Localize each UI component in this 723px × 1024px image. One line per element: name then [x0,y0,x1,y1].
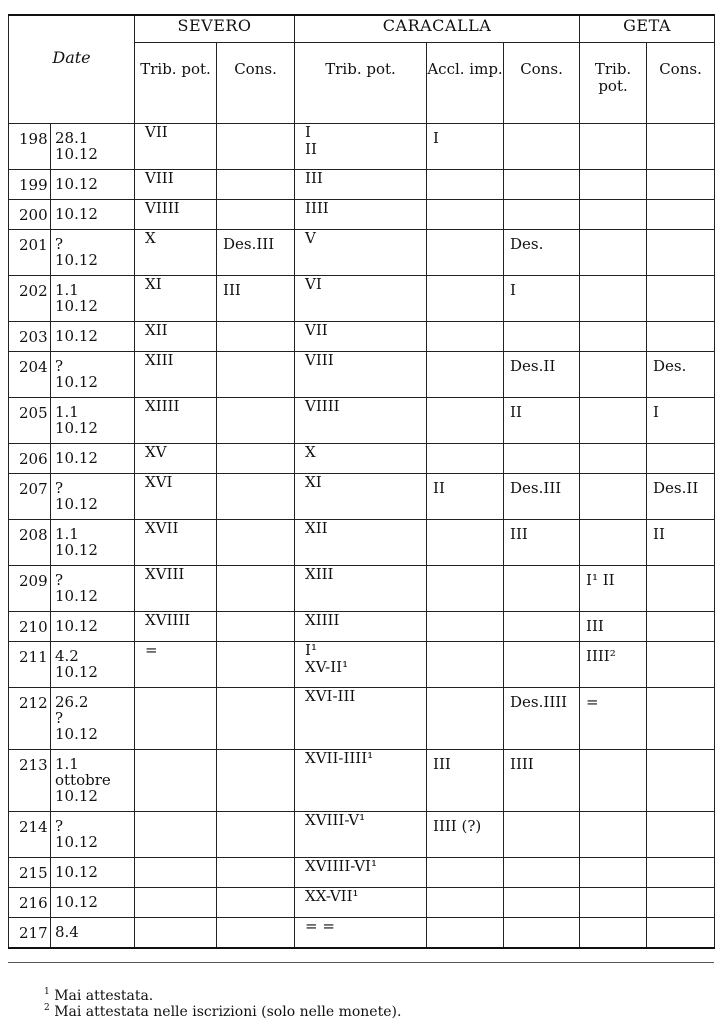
date-line: 10.12 [55,419,98,437]
date-line: 10.12 [55,145,98,163]
date-line: 10.12 [55,175,98,193]
caracalla-trib-cell [295,858,427,888]
severo-trib-cell: XVIII [135,566,217,612]
dates-cell [51,276,135,322]
date-line: ? [55,479,64,497]
year-cell: 207 [9,474,51,520]
severo-cons-cell [217,858,295,888]
date-line: ? [55,235,64,253]
table-row [9,888,715,918]
geta-cons-cell [647,124,715,170]
caracalla-accl-cell [427,918,504,948]
date-line: 1.1 [55,403,79,421]
date-line: ? [55,817,64,835]
geta-trib-cell [580,444,647,474]
dates-cell [51,642,135,688]
geta-trib-cell [580,170,647,200]
date-line: 10.12 [55,541,98,559]
caracalla-trib-cell [295,812,427,858]
table-row [9,812,715,858]
date-line: ? [55,357,64,375]
caracalla-trib-cell [295,398,427,444]
caracalla-trib-line: XIIII [305,611,340,629]
caracalla-cons-cell: IIII [504,750,580,812]
caracalla-cons-cell [504,888,580,918]
dates-cell [51,750,135,812]
date-line: 26.2 [55,693,89,711]
caracalla-trib-line: XVIII-V¹ [305,811,366,829]
severo-cons-cell [217,322,295,352]
year-cell: 215 [9,858,51,888]
severo-cons-cell [217,888,295,918]
caracalla-trib-line: I [305,123,311,141]
geta-cons-cell: II [647,520,715,566]
geta-cons-cell [647,918,715,948]
severo-cons-cell [217,200,295,230]
table-row [9,688,715,750]
caracalla-accl-cell [427,230,504,276]
caracalla-trib-line: X [305,443,316,461]
dates-cell [51,170,135,200]
severo-trib-cell [135,888,217,918]
severo-trib-cell: XVIIII [135,612,217,642]
year-cell: 200 [9,200,51,230]
severo-cons-cell [217,642,295,688]
year-cell: 208 [9,520,51,566]
caracalla-cons-cell [504,200,580,230]
caracalla-cons-cell: Des. [504,230,580,276]
caracalla-accl-header: Accl. imp. [427,43,504,124]
caracalla-trib-cell [295,688,427,750]
caracalla-trib-cell [295,276,427,322]
geta-cons-cell [647,858,715,888]
dates-cell [51,918,135,948]
geta-cons-cell [647,750,715,812]
caracalla-trib-line: XV-II¹ [305,658,349,676]
year-cell: 209 [9,566,51,612]
geta-cons-cell: Des. [647,352,715,398]
geta-trib-cell [580,322,647,352]
severo-trib-cell: XI [135,276,217,322]
date-line: 1.1 [55,525,79,543]
caracalla-cons-cell [504,566,580,612]
geta-cons-cell [647,170,715,200]
year-cell: 198 [9,124,51,170]
severo-cons-cell: Des.III [217,230,295,276]
date-line: 10.12 [55,373,98,391]
dates-cell [51,444,135,474]
severo-cons-cell [217,124,295,170]
severo-trib-cell: XII [135,322,217,352]
severo-trib-cell: VIIII [135,200,217,230]
caracalla-accl-cell [427,200,504,230]
severo-cons-cell [217,520,295,566]
caracalla-trib-line: XVII-IIII¹ [305,749,374,767]
caracalla-trib-line: II [305,140,317,158]
geta-trib-cell: III [580,612,647,642]
year-cell: 199 [9,170,51,200]
caracalla-trib-cell [295,200,427,230]
caracalla-accl-cell [427,642,504,688]
geta-trib-cell: I¹ II [580,566,647,612]
table-row [9,444,715,474]
table-row [9,520,715,566]
table-row [9,642,715,688]
caracalla-trib-line: XX-VII¹ [305,887,359,905]
severo-trib-cell [135,688,217,750]
caracalla-accl-cell [427,612,504,642]
table-row [9,566,715,612]
geta-trib-cell [580,352,647,398]
table-row [9,200,715,230]
dates-cell [51,612,135,642]
severo-cons-cell [217,566,295,612]
caracalla-accl-cell [427,398,504,444]
caracalla-accl-cell [427,444,504,474]
geta-cons-cell: Des.II [647,474,715,520]
caracalla-header: CARACALLA [295,15,580,43]
footnotes [44,988,401,1020]
geta-cons-cell [647,612,715,642]
caracalla-cons-cell: Des.IIII [504,688,580,750]
dates-cell [51,352,135,398]
caracalla-cons-cell [504,124,580,170]
date-line: 10.12 [55,327,98,345]
caracalla-cons-cell [504,858,580,888]
geta-trib-cell [580,474,647,520]
table-row [9,170,715,200]
year-cell: 206 [9,444,51,474]
caracalla-trib-cell [295,170,427,200]
severo-trib-cell: XV [135,444,217,474]
caracalla-trib-line: XVI-III [305,687,356,705]
year-cell: 201 [9,230,51,276]
caracalla-trib-line: XII [305,519,328,537]
geta-trib-cell: IIII² [580,642,647,688]
caracalla-cons-cell [504,918,580,948]
caracalla-cons-cell [504,444,580,474]
date-header: Date [9,15,135,124]
footnote-1: $^1$ Mai attestata. [44,987,154,1004]
date-line: 10.12 [55,863,98,881]
table-row [9,474,715,520]
table-row [9,750,715,812]
severo-trib-cell: VII [135,124,217,170]
severo-trib-cell: XIII [135,352,217,398]
severo-trib-cell: = [135,642,217,688]
table-row [9,352,715,398]
date-line: 10.12 [55,449,98,467]
severo-trib-header: Trib. pot. [135,43,217,124]
table-row [9,398,715,444]
geta-trib-cell [580,276,647,322]
date-line: 10.12 [55,251,98,269]
geta-trib-cell [580,200,647,230]
caracalla-trib-line: I¹ [305,641,317,659]
date-line: 10.12 [55,725,98,743]
caracalla-cons-cell: Des.II [504,352,580,398]
geta-trib-header: Trib. pot. [580,43,647,124]
caracalla-accl-cell [427,858,504,888]
caracalla-trib-cell [295,474,427,520]
severo-trib-cell [135,858,217,888]
date-line: 1.1 [55,281,79,299]
caracalla-trib-cell [295,352,427,398]
date-line: 10.12 [55,663,98,681]
geta-cons-cell [647,444,715,474]
geta-trib-cell [580,918,647,948]
geta-trib-cell [580,520,647,566]
caracalla-trib-line: = = [305,917,335,935]
date-line: 10.12 [55,297,98,315]
caracalla-cons-cell [504,642,580,688]
geta-header: GETA [580,15,715,43]
dates-cell [51,322,135,352]
caracalla-cons-cell: II [504,398,580,444]
geta-cons-cell [647,812,715,858]
caracalla-trib-cell [295,642,427,688]
caracalla-accl-cell [427,520,504,566]
year-cell: 210 [9,612,51,642]
year-cell: 214 [9,812,51,858]
severo-cons-cell [217,750,295,812]
date-line: ottobre [55,771,111,789]
date-line: 1.1 [55,755,79,773]
year-cell: 211 [9,642,51,688]
geta-cons-cell [647,566,715,612]
table-row [9,858,715,888]
geta-trib-cell [580,812,647,858]
geta-trib-cell [580,888,647,918]
caracalla-trib-cell [295,322,427,352]
geta-cons-cell: I [647,398,715,444]
severo-trib-cell: X [135,230,217,276]
caracalla-cons-cell [504,612,580,642]
caracalla-accl-cell [427,352,504,398]
severo-trib-cell [135,812,217,858]
dates-cell [51,888,135,918]
dates-cell [51,124,135,170]
caracalla-trib-cell [295,918,427,948]
caracalla-accl-cell [427,566,504,612]
caracalla-trib-line: VIIII [305,397,340,415]
caracalla-trib-line: XI [305,473,322,491]
caracalla-cons-cell: I [504,276,580,322]
caracalla-cons-cell [504,170,580,200]
table-row [9,124,715,170]
date-line: ? [55,709,64,727]
geta-cons-cell [647,276,715,322]
year-cell: 212 [9,688,51,750]
table-row [9,322,715,352]
caracalla-accl-cell: III [427,750,504,812]
geta-cons-cell [647,200,715,230]
caracalla-trib-line: IIII [305,199,329,217]
geta-trib-cell [580,750,647,812]
year-cell: 204 [9,352,51,398]
severo-cons-cell [217,812,295,858]
severo-trib-cell [135,918,217,948]
caracalla-trib-cell [295,612,427,642]
severo-cons-cell [217,398,295,444]
severo-trib-cell: XIIII [135,398,217,444]
table-row [9,230,715,276]
date-line: 28.1 [55,129,89,147]
severo-cons-header: Cons. [217,43,295,124]
caracalla-trib-line: VII [305,321,328,339]
caracalla-cons-cell [504,322,580,352]
caracalla-trib-line: XVIIII-VI¹ [305,857,377,875]
severo-cons-cell [217,612,295,642]
severo-header: SEVERO [135,15,295,43]
geta-trib-cell: = [580,688,647,750]
severo-cons-cell [217,918,295,948]
year-cell: 216 [9,888,51,918]
caracalla-trib-line: V [305,229,316,247]
date-line: 10.12 [55,893,98,911]
geta-trib-cell [580,124,647,170]
date-line: 10.12 [55,205,98,223]
geta-cons-cell [647,688,715,750]
dates-cell [51,566,135,612]
severo-cons-cell [217,170,295,200]
dates-cell [51,812,135,858]
severo-cons-cell [217,444,295,474]
caracalla-accl-cell [427,322,504,352]
caracalla-trib-cell [295,230,427,276]
severo-cons-cell [217,352,295,398]
caracalla-cons-cell: Des.III [504,474,580,520]
caracalla-accl-cell [427,170,504,200]
caracalla-cons-cell [504,812,580,858]
caracalla-trib-header: Trib. pot. [295,43,427,124]
footnote-rule [8,962,714,963]
date-line: 4.2 [55,647,79,665]
caracalla-cons-cell: III [504,520,580,566]
date-line: 10.12 [55,495,98,513]
caracalla-accl-cell [427,688,504,750]
caracalla-accl-cell [427,888,504,918]
caracalla-trib-line: VIII [305,351,334,369]
caracalla-accl-cell: IIII (?) [427,812,504,858]
caracalla-trib-cell [295,566,427,612]
severo-trib-cell: VIII [135,170,217,200]
geta-cons-cell [647,322,715,352]
severo-trib-cell: XVII [135,520,217,566]
caracalla-accl-cell: I [427,124,504,170]
year-cell: 213 [9,750,51,812]
caracalla-trib-cell [295,520,427,566]
date-line: 10.12 [55,587,98,605]
caracalla-trib-cell [295,444,427,474]
dates-cell [51,474,135,520]
caracalla-trib-line: III [305,169,323,187]
dates-cell [51,398,135,444]
geta-cons-cell [647,642,715,688]
geta-cons-cell [647,230,715,276]
year-cell: 203 [9,322,51,352]
severo-cons-cell [217,688,295,750]
footnote-2: $^2$ Mai attestata nelle iscrizioni (solo nelle monete). [44,1003,402,1020]
geta-trib-cell [580,858,647,888]
geta-trib-cell [580,230,647,276]
date-line: 10.12 [55,787,98,805]
table-row [9,612,715,642]
caracalla-trib-line: VI [305,275,322,293]
dates-cell [51,200,135,230]
caracalla-trib-cell [295,124,427,170]
date-line: ? [55,571,64,589]
chronology-table [8,14,715,949]
dates-cell [51,230,135,276]
caracalla-accl-cell [427,276,504,322]
severo-trib-cell: XVI [135,474,217,520]
dates-cell [51,858,135,888]
table-row [9,276,715,322]
caracalla-trib-cell [295,888,427,918]
dates-cell [51,520,135,566]
caracalla-trib-line: XIII [305,565,334,583]
date-line: 8.4 [55,923,79,941]
date-line: 10.12 [55,833,98,851]
geta-cons-cell [647,888,715,918]
geta-cons-header: Cons. [647,43,715,124]
dates-cell [51,688,135,750]
year-cell: 217 [9,918,51,948]
year-cell: 205 [9,398,51,444]
date-line: 10.12 [55,617,98,635]
table-row [9,918,715,948]
caracalla-cons-header: Cons. [504,43,580,124]
caracalla-accl-cell: II [427,474,504,520]
severo-cons-cell [217,474,295,520]
year-cell: 202 [9,276,51,322]
severo-cons-cell: III [217,276,295,322]
severo-trib-cell [135,750,217,812]
geta-trib-cell [580,398,647,444]
caracalla-trib-cell [295,750,427,812]
